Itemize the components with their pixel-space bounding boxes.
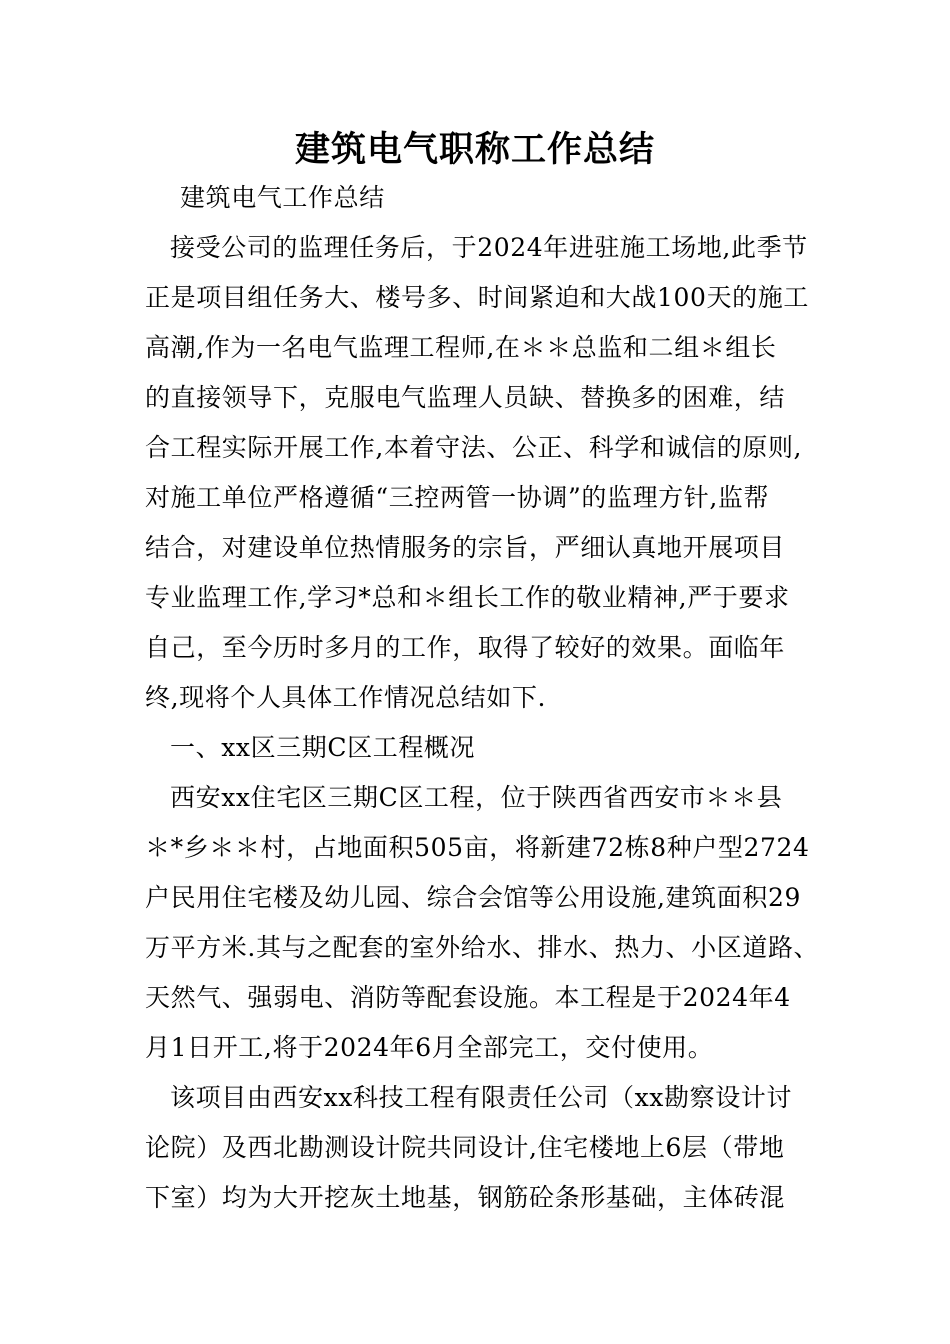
paragraph-line: 西安xx住宅区三期C区工程，位于陕西省西安市＊＊县 [170, 783, 783, 812]
paragraph-line: 对施工单位严格遵循“三控两管一协调”的监理方针,监帮 [145, 483, 770, 512]
paragraph-line: 万平方米.其与之配套的室外给水、排水、热力、小区道路、 [145, 933, 820, 962]
paragraph-line: 天然气、强弱电、消防等配套设施。本工程是于2024年4 [145, 983, 791, 1012]
paragraph-line: 结合，对建设单位热情服务的宗旨，严细认真地开展项目 [145, 533, 786, 562]
document-title: 建筑电气职称工作总结 [294, 129, 655, 170]
section-heading: 一、xx区三期C区工程概况 [170, 733, 476, 762]
paragraph-line: 合工程实际开展工作,本着守法、公正、科学和诚信的原则, [145, 433, 803, 462]
paragraph-line: 户民用住宅楼及幼儿园、综合会馆等公用设施,建筑面积29 [145, 883, 801, 912]
paragraph-line: 专业监理工作,学习*总和＊组长工作的敬业精神,严于要求 [145, 583, 790, 612]
paragraph-line: 下室）均为大开挖灰土地基，钢筋砼条形基础，主体砖混 [145, 1183, 786, 1212]
paragraph-line: 月1日开工,将于2024年6月全部完工，交付使用。 [145, 1033, 714, 1062]
paragraph-line: ＊*乡＊＊村，占地面积505亩，将新建72栋8种户型2724 [145, 833, 810, 862]
paragraph-line: 该项目由西安xx科技工程有限责任公司（xx勘察设计讨 [170, 1083, 792, 1112]
paragraph-line: 论院）及西北勘测设计院共同设计,住宅楼地上6层（带地 [145, 1133, 785, 1162]
document-subtitle: 建筑电气工作总结 [180, 183, 385, 212]
paragraph-line: 正是项目组任务大、楼号多、时间紧迫和大战100天的施工 [145, 283, 809, 312]
paragraph-line: 的直接领导下，克服电气监理人员缺、替换多的困难，结 [145, 383, 786, 412]
paragraph-line: 接受公司的监理任务后，于2024年进驻施工场地,此季节 [170, 233, 808, 262]
paragraph-line: 高潮,作为一名电气监理工程师,在＊＊总监和二组＊组长 [145, 333, 777, 362]
paragraph-line: 终,现将个人具体工作情况总结如下. [145, 683, 547, 712]
paragraph-line: 自己，至今历时多月的工作，取得了较好的效果。面临年 [145, 633, 786, 662]
